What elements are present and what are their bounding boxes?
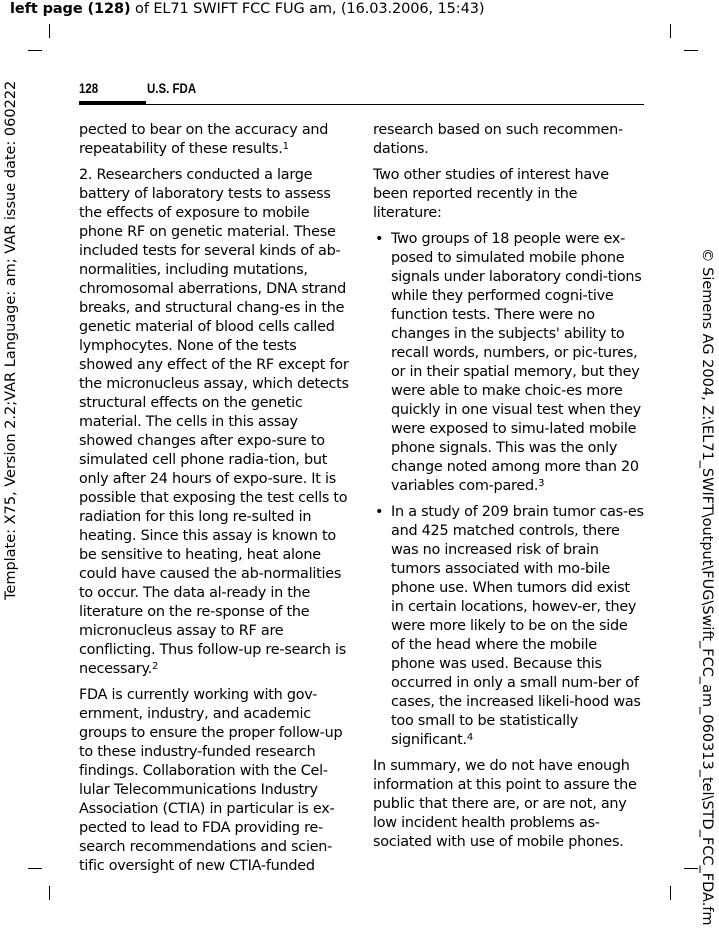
print-header [10, 0, 484, 18]
right-column [373, 121, 645, 859]
footnote-ref: 3 [538, 478, 545, 489]
bullet-icon: • [375, 504, 384, 520]
bullet-item: • In a study of 209 brain tumor cas-es and 425 matched controls, there was no increased risk of brain tumors associated with mo-bile phone use. When tumors did exist in certain locations, howev-er, they were more likely to be on the side of the head where the mobile phone was used. Because this occurred in only a small num-ber of cases, the increased likeli-hood was too small to be statistically significant.$^4$ [375, 504, 644, 748]
footnote-ref: 2 [152, 661, 159, 672]
print-header-page-label: left page (128) [10, 1, 131, 17]
template-info: Template: X75, Version 2.2;VAR Language: am; VAR issue date: 060222 [3, 80, 19, 600]
crop-mark [49, 24, 50, 38]
paragraph: In summary, we do not have enough information at this point to assure the public that there are, or are not, any low incident health problems as-sociated with use of mobile phones. [373, 758, 637, 850]
page-number: 128 [79, 80, 99, 96]
crop-mark [684, 50, 698, 51]
footnote-ref: 4 [466, 732, 474, 743]
paragraph: FDA is currently working with gov-ernment, industry, and academic groups to ensure the proper follow-up to these industry-funded research findings. Collaboration with the Cel-lular Telecommunications Industry Association (CTIA) in particular is ex-pected to lead to FDA providing re-search recommendations and scien-tific oversight of new CTIA-funded [79, 687, 343, 874]
section-title: U.S. FDA [147, 80, 197, 96]
crop-mark [28, 50, 42, 51]
crop-mark [49, 886, 50, 900]
paragraph: pected to bear on the accuracy and repeatability of these results.$^1$ [79, 122, 329, 157]
crop-mark [670, 886, 671, 900]
paragraph: Two other studies of interest have been reported recently in the literature: [373, 167, 609, 221]
footnote-ref: 1 [282, 141, 289, 152]
crop-mark [28, 868, 42, 869]
left-column [79, 121, 349, 883]
bullet-icon: • [375, 231, 384, 247]
crop-mark [670, 24, 671, 38]
paragraph: 2. Researchers conducted a large battery of laboratory tests to assess the effects of exposure to mobile phone RF on genetic material. These included tests for several kinds of ab-normalities, including mutations, chromosomal aberrations, DNA strand breaks, and structural chang-es in the genetic material of blood cells called lymphocytes. None of the tests showed any effect of the RF except for the micronucleus assay, which detects structural effects on the genetic material. The cells in this assay showed changes after expo-sure to simulated cell phone radia-tion, but only after 24 hours of expo-sure. It is possible that exposing the test cells to radiation for this long re-sulted in heating. Since this assay is known to be sensitive to heating, heat alone could have caused the ab-normalities to occur. The data al-ready in the literature on the re-sponse of the micronucleus assay to RF are conflicting. Thus follow-up re-search is necessary.$^2$ [79, 167, 349, 677]
paragraph: research based on such recommen-dations. [373, 122, 623, 157]
header-rule [79, 104, 644, 105]
copyright-file-path: © Siemens AG 2004, Z:\EL71_SWIFT\output\FUG\Swift_FCC_am_060313_tel\STD_FCC_FDA.fm [699, 248, 715, 926]
bullet-item: • Two groups of 18 people were ex-posed to simulated mobile phone signals under laboratory condi-tions while they performed cogni-tive function tests. There were no changes in the subjects' ability to recall words, numbers, or pic-tures, or in their spatial memory, but they were able to make choic-es more quickly in one visual test when they were exposed to simu-lated mobile phone signals. This was the only change noted among more than 20 variables com-pared.$^3$ [375, 231, 642, 494]
print-header-details: of EL71 SWIFT FCC FUG am, (16.03.2006, 15:43) [130, 1, 485, 17]
crop-mark [684, 868, 698, 869]
